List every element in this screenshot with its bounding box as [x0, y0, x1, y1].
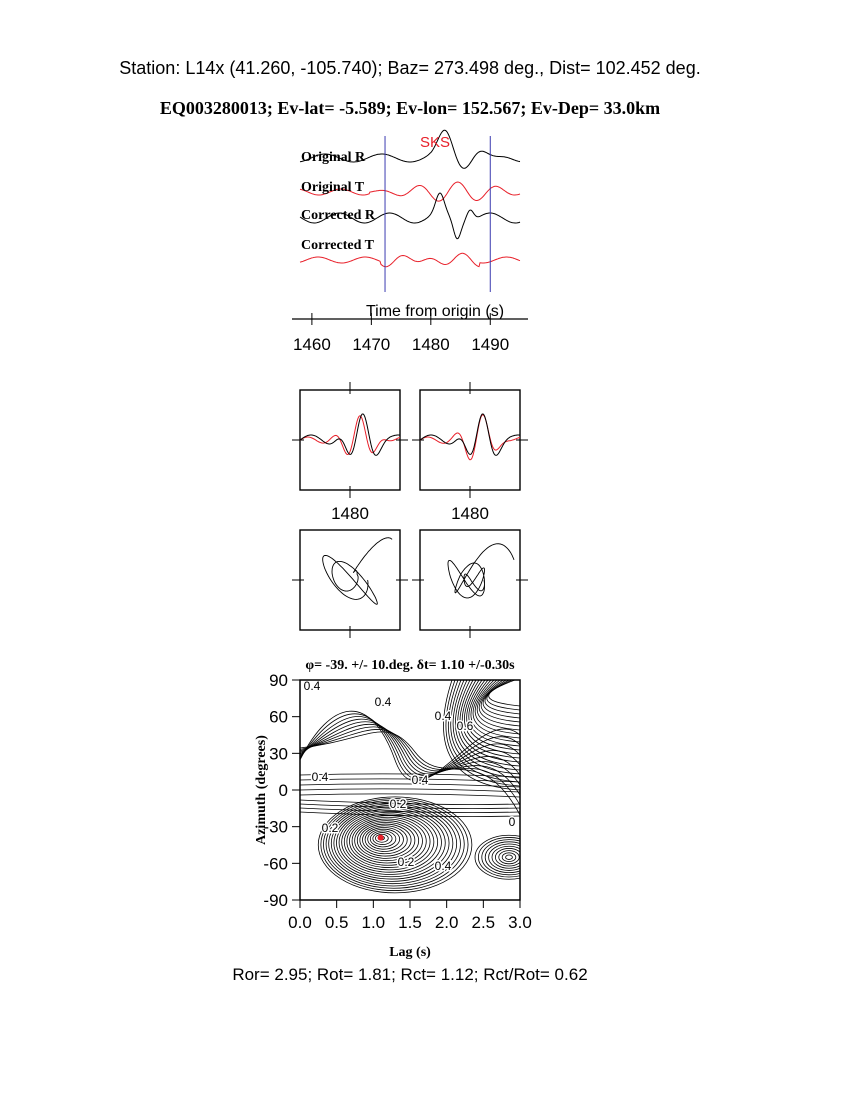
station-info-line: Station: L14x (41.260, -105.740); Baz= 273.498 deg., Dist= 102.452 deg.	[119, 58, 701, 78]
trace-label-0: Original R	[301, 150, 366, 165]
time-tick-label-3: 1490	[471, 335, 510, 354]
contour-lr-1	[506, 855, 513, 859]
wave-red-trace-1	[420, 415, 520, 460]
grid-ytick-label-1: 60	[269, 707, 288, 727]
trace-label-2: Corrected R	[301, 208, 375, 223]
pm-box-0	[300, 530, 400, 630]
contour-mid-4	[300, 794, 520, 797]
contour-label-10: 0	[508, 815, 516, 829]
result-summary-line: Ror= 2.95; Rot= 1.81; Rct= 1.12; Rct/Rot= 0.62	[232, 965, 588, 984]
pm-box-1	[420, 530, 520, 630]
wave-tick-label-1: 1480	[451, 504, 489, 523]
seismogram-panel	[292, 130, 528, 354]
contour-mid-3	[300, 789, 520, 792]
contour-lr-9	[478, 837, 539, 877]
wave-black-trace-0	[300, 414, 400, 456]
grid-xtick-label-4: 2.0	[434, 913, 459, 932]
best-fit-marker	[378, 835, 384, 841]
grid-xtick-label-5: 2.5	[471, 913, 496, 932]
grid-xtick-label-0: 0.0	[288, 913, 312, 932]
contour-label-4: 0.4	[311, 770, 329, 784]
contour-lr-2	[502, 853, 516, 862]
contour-label-6: 0.2	[389, 797, 407, 811]
contour-label-7: 0.2	[321, 821, 339, 835]
grid-xtick-label-3: 1.5	[398, 913, 422, 932]
contour-label-0: 0.4	[303, 679, 321, 693]
wave-black-trace-1	[420, 414, 520, 456]
grid-xtick-label-2: 1.0	[361, 913, 386, 932]
wave-tick-label-0: 1480	[331, 504, 369, 523]
contour-label-5: 0.4	[411, 773, 429, 787]
grid-ytick-label-3: 0	[278, 781, 288, 800]
contour-lr-4	[495, 848, 522, 866]
grid-ytick-label-2: 30	[269, 744, 288, 764]
time-tick-label-0: 1460	[292, 335, 331, 354]
energy-grid-panel	[254, 658, 543, 960]
trace-label-1: Original T	[301, 180, 365, 195]
grid-xlabel: Lag (s)	[389, 945, 431, 960]
contour-label-9: 0.4	[434, 859, 452, 873]
time-tick-label-1: 1470	[352, 335, 391, 354]
contour-label-3: 0.6	[456, 719, 474, 733]
grid-title: φ= -39. +/- 10.deg. δt= 1.10 +/-0.30s	[305, 658, 515, 673]
contour-min-7	[362, 826, 407, 854]
grid-ytick-label-4: -30	[263, 817, 288, 837]
contour-label-2: 0.4	[434, 709, 452, 723]
grid-xtick-label-6: 3.0	[508, 913, 532, 932]
trace-label-3: Corrected T	[301, 238, 374, 253]
corrected-t-trace	[300, 253, 520, 266]
time-tick-label-2: 1480	[411, 335, 450, 354]
contour-lr-8	[482, 840, 536, 875]
grid-ytick-label-0: 90	[269, 671, 288, 690]
waveform-comparison-panel	[292, 382, 528, 523]
contour-min-18	[334, 807, 449, 879]
contour-min-13	[347, 816, 430, 868]
contour-label-8: 0.2	[397, 855, 415, 869]
grid-ytick-label-5: -60	[263, 854, 288, 874]
grid-ylabel: Azimuth (degrees)	[254, 735, 269, 845]
grid-xtick-label-1: 0.5	[324, 913, 349, 932]
particle-motion-panel	[292, 530, 528, 638]
contour-lr-6	[489, 844, 530, 870]
pm-trajectory-1	[448, 544, 514, 598]
contour-lr-5	[492, 846, 526, 868]
pm-trajectory-0	[323, 538, 392, 605]
phase-label: SKS	[419, 134, 451, 151]
contour-mid-1	[300, 779, 520, 782]
event-info-line: EQ003280013; Ev-lat= -5.589; Ev-lon= 152.567; Ev-Dep= 33.0km	[159, 98, 661, 118]
grid-ytick-label-6: -90	[263, 891, 288, 910]
time-axis-label: Time from origin (s)	[365, 303, 505, 320]
contour-label-1: 0.4	[374, 695, 392, 709]
wave-red-trace-0	[300, 416, 400, 455]
contour-lower-0	[300, 800, 520, 805]
